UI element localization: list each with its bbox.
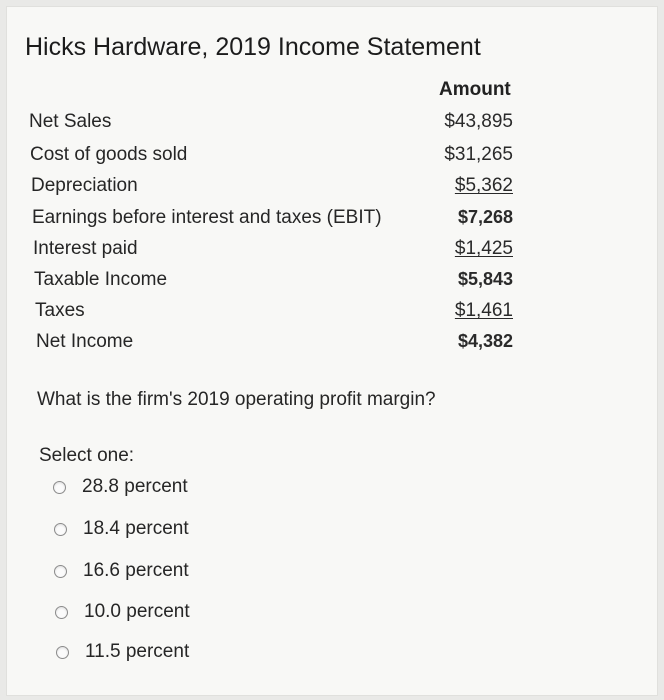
- statement-row-cost-of-goods-sold: [7, 144, 659, 170]
- radio-button[interactable]: [54, 565, 67, 578]
- row-label: Net Sales: [29, 111, 112, 132]
- row-value: $5,843: [457, 269, 513, 289]
- statement-title: Hicks Hardware, 2019 Income Statement: [25, 33, 481, 61]
- radio-button[interactable]: [56, 646, 69, 659]
- row-value: $1,461: [454, 300, 513, 321]
- row-value: $5,362: [454, 175, 513, 196]
- row-value: $7,268: [457, 207, 513, 227]
- radio-button[interactable]: [54, 523, 67, 536]
- option-10-0-percent[interactable]: [55, 599, 190, 625]
- statement-row-taxable-income: [7, 269, 659, 295]
- row-value: $31,265: [444, 144, 513, 165]
- statement-row-net-sales: [7, 111, 659, 137]
- row-label: Interest paid: [33, 238, 138, 259]
- option-18-4-percent[interactable]: [54, 516, 189, 542]
- row-value: $43,895: [444, 111, 513, 132]
- question-card: [6, 6, 658, 696]
- row-label: Taxable Income: [34, 269, 168, 290]
- row-label: Depreciation: [31, 175, 138, 196]
- option-label: 10.0 percent: [84, 601, 190, 622]
- option-28-8-percent[interactable]: [53, 474, 188, 500]
- row-label: Net Income: [36, 331, 134, 352]
- option-16-6-percent[interactable]: [54, 558, 189, 584]
- select-one-label: Select one:: [39, 445, 135, 466]
- row-value: $4,382: [457, 331, 513, 351]
- radio-button[interactable]: [53, 481, 66, 494]
- amount-column-header: Amount: [439, 79, 511, 100]
- option-label: 11.5 percent: [85, 641, 190, 662]
- statement-row-interest-paid: [7, 238, 659, 264]
- statement-row-depreciation: [7, 175, 659, 201]
- option-11-5-percent[interactable]: [56, 639, 189, 665]
- question-text: What is the firm's 2019 operating profit margin?: [37, 389, 436, 410]
- statement-row-taxes: [7, 300, 659, 326]
- row-value: $1,425: [454, 238, 513, 259]
- statement-row-net-income: [7, 331, 659, 357]
- row-label: Earnings before interest and taxes (EBIT): [32, 207, 382, 228]
- statement-row-ebit: [7, 207, 659, 233]
- option-label: 18.4 percent: [83, 518, 189, 539]
- option-label: 16.6 percent: [83, 560, 189, 581]
- row-label: Cost of goods sold: [30, 144, 188, 165]
- radio-button[interactable]: [55, 606, 68, 619]
- option-label: 28.8 percent: [82, 476, 188, 497]
- row-label: Taxes: [35, 300, 85, 321]
